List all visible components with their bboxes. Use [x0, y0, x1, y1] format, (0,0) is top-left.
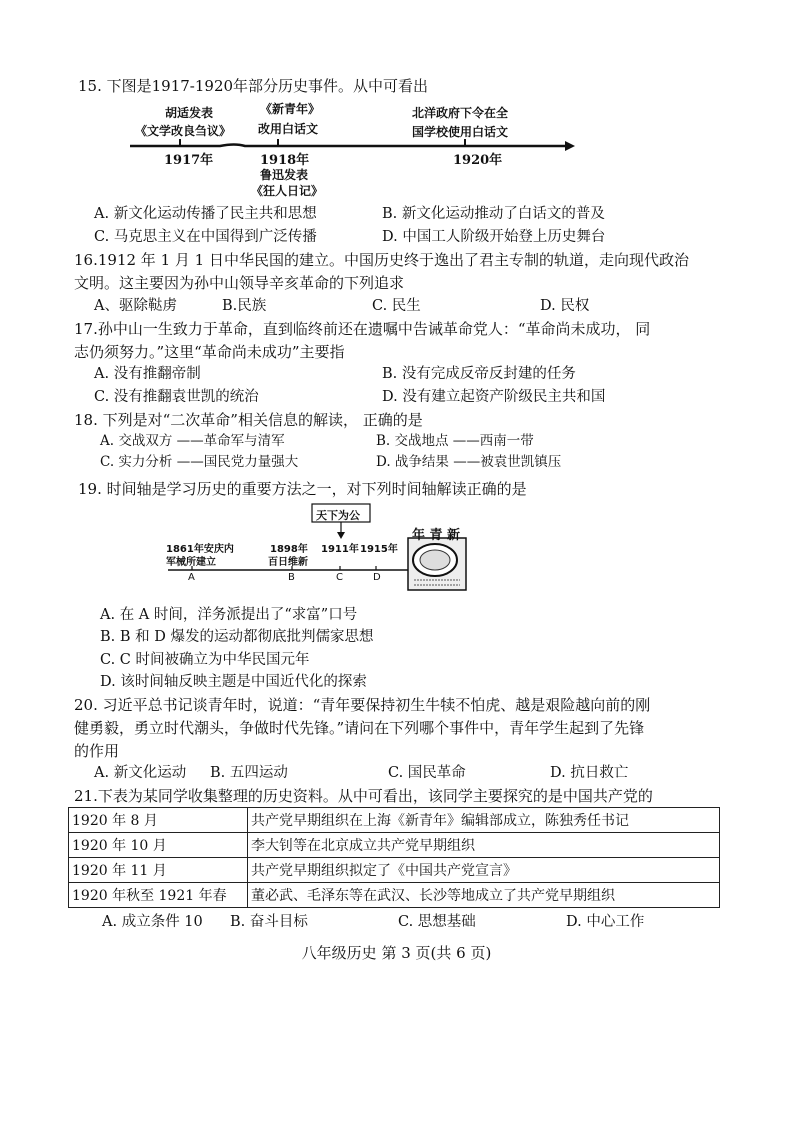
q20-stem-line1: 20. 习近平总书记谈青年时，说道：“青年要保持初生牛犊不怕虎、越是艰险越向前的刚 — [74, 696, 651, 714]
q15-option-d: D. 中国工人阶级开始登上历史舞台 — [382, 229, 606, 245]
q18-option-c: C. 实力分析 ——国民党力量强大 — [100, 454, 299, 470]
q19-option-d: D. 该时间轴反映主题是中国近代化的探索 — [100, 674, 367, 690]
q15-option-c: C. 马克思主义在中国得到广泛传播 — [94, 229, 317, 245]
q18-option-d: D. 战争结果 ——被袁世凯镇压 — [376, 454, 562, 470]
q20-option-d: D. 抗日救亡 — [550, 765, 629, 781]
q20-stem-line2: 健勇毅，勇立时代潮头，争做时代先锋。”请问在下列哪个事件中，青年学生起到了先锋 — [74, 719, 645, 737]
q21-option-b: B. 奋斗目标 — [230, 914, 308, 930]
q19-stem: 19. 时间轴是学习历史的重要方法之一，对下列时间轴解读正确的是 — [78, 480, 527, 498]
q19-point-d: D — [373, 572, 381, 583]
table-row — [69, 883, 720, 908]
q17-option-c: C. 没有推翻袁世凯的统治 — [94, 389, 259, 405]
q19-point-c: C — [336, 572, 343, 583]
q15-event-xinqingnian-1: 《新青年》 — [260, 102, 321, 116]
q16-option-b: B.民族 — [222, 298, 267, 314]
q15-stem: 15. 下图是1917-1920年部分历史事件。从中可看出 — [78, 77, 429, 95]
q15-event-xinqingnian-2: 改用白话文 — [258, 122, 319, 136]
q18-stem: 18. 下列是对“二次革命”相关信息的解读， 正确的是 — [74, 411, 423, 429]
page-footer: 八年级历史 第 3 页(共 6 页) — [301, 944, 492, 962]
table-row — [69, 833, 720, 858]
q19-label-1911: 1911年 — [321, 544, 359, 555]
q17-stem-line1: 17.孙中山一生致力于革命，直到临终前还在遗嘱中告诫革命党人：“革命尚未成功， 同 — [74, 320, 651, 338]
q21-stem: 21.下表为某同学收集整理的历史资料。从中可看出，该同学主要探究的是中国共产党的 — [74, 787, 653, 805]
table-row — [69, 858, 720, 883]
q19-point-a: A — [188, 572, 195, 583]
q15-option-b: B. 新文化运动推动了白话文的普及 — [382, 206, 605, 222]
q21-date-cell: 1920 年秋至 1921 年春 — [69, 883, 248, 908]
q19-point-b: B — [288, 572, 295, 583]
q21-event-cell: 董必武、毛泽东等在武汉、长沙等地成立了共产党早期组织 — [248, 883, 720, 908]
q21-option-d: D. 中心工作 — [566, 914, 645, 930]
q16-stem-line1: 16.1912 年 1 月 1 日中华民国的建立。中国历史终于逸出了君主专制的轨道，走向现代政治 — [74, 251, 689, 269]
q21-event-cell: 共产党早期组织拟定了《中国共产党宣言》 — [248, 858, 720, 883]
q19-label-1861-line1: 1861年安庆内 — [166, 544, 234, 555]
q21-event-cell: 李大钊等在北京成立共产党早期组织 — [248, 833, 720, 858]
q15-timeline — [120, 96, 580, 198]
q21-table — [68, 807, 720, 908]
q21-date-cell: 1920 年 11 月 — [69, 858, 248, 883]
q17-option-b: B. 没有完成反帝反封建的任务 — [382, 366, 576, 382]
q20-option-b: B. 五四运动 — [210, 765, 288, 781]
q15-event-beiyang-1: 北洋政府下令在全 — [412, 106, 509, 120]
table-row — [69, 808, 720, 833]
q19-label-1861-line2: 军械所建立 — [166, 557, 216, 568]
q19-magazine-title: 年 青 新 — [412, 528, 461, 543]
q15-event-luxun-2: 《狂人日记》 — [251, 184, 324, 198]
q19-label-1915: 1915年 — [360, 544, 398, 555]
q19-label-1898: 1898年 — [270, 544, 308, 555]
q21-option-a: A. 成立条件 10 — [102, 914, 203, 930]
q19-label-bairiweixin: 百日维新 — [268, 557, 308, 568]
q15-year-1918: 1918年 — [260, 153, 310, 168]
q16-option-c: C. 民生 — [372, 298, 421, 314]
q15-year-1920: 1920年 — [453, 153, 503, 168]
q15-event-huShi-2: 《文学改良刍议》 — [135, 124, 232, 138]
q16-stem-line2: 文明。这主要因为孙中山领导辛亥革命的下列追求 — [74, 274, 405, 292]
q15-event-huShi-1: 胡适发表 — [165, 106, 214, 120]
q19-option-b: B. B 和 D 爆发的运动都彻底批判儒家思想 — [100, 629, 374, 645]
q20-option-a: A. 新文化运动 — [94, 765, 187, 781]
q17-option-a: A. 没有推翻帝制 — [94, 366, 201, 382]
q15-year-1917: 1917年 — [164, 153, 214, 168]
q15-event-beiyang-2: 国学校使用白话文 — [412, 125, 509, 139]
q15-event-luxun-1: 鲁迅发表 — [260, 168, 309, 182]
q17-option-d: D. 没有建立起资产阶级民主共和国 — [382, 389, 606, 405]
q20-stem-line3: 的作用 — [74, 742, 120, 760]
q16-option-d: D. 民权 — [540, 298, 590, 314]
q20-option-c: C. 国民革命 — [388, 765, 466, 781]
q19-box-tianxiaweigong: 天下为公 — [316, 509, 360, 522]
q16-option-a: A、驱除鞑虏 — [94, 298, 177, 314]
q21-event-cell: 共产党早期组织在上海《新青年》编辑部成立，陈独秀任书记 — [248, 808, 720, 833]
q15-option-a: A. 新文化运动传播了民主共和思想 — [94, 206, 317, 222]
q17-stem-line2: 志仍须努力。”这里“革命尚未成功”主要指 — [74, 343, 345, 361]
q19-option-a: A. 在 A 时间，洋务派提出了“求富”口号 — [100, 607, 358, 623]
q19-timeline — [164, 502, 484, 594]
q18-option-a: A. 交战双方 ——革命军与清军 — [100, 433, 285, 449]
q21-date-cell: 1920 年 8 月 — [69, 808, 248, 833]
q21-date-cell: 1920 年 10 月 — [69, 833, 248, 858]
q18-option-b: B. 交战地点 ——西南一带 — [376, 433, 534, 449]
q21-option-c: C. 思想基础 — [398, 914, 476, 930]
q19-option-c: C. C 时间被确立为中华民国元年 — [100, 652, 310, 668]
